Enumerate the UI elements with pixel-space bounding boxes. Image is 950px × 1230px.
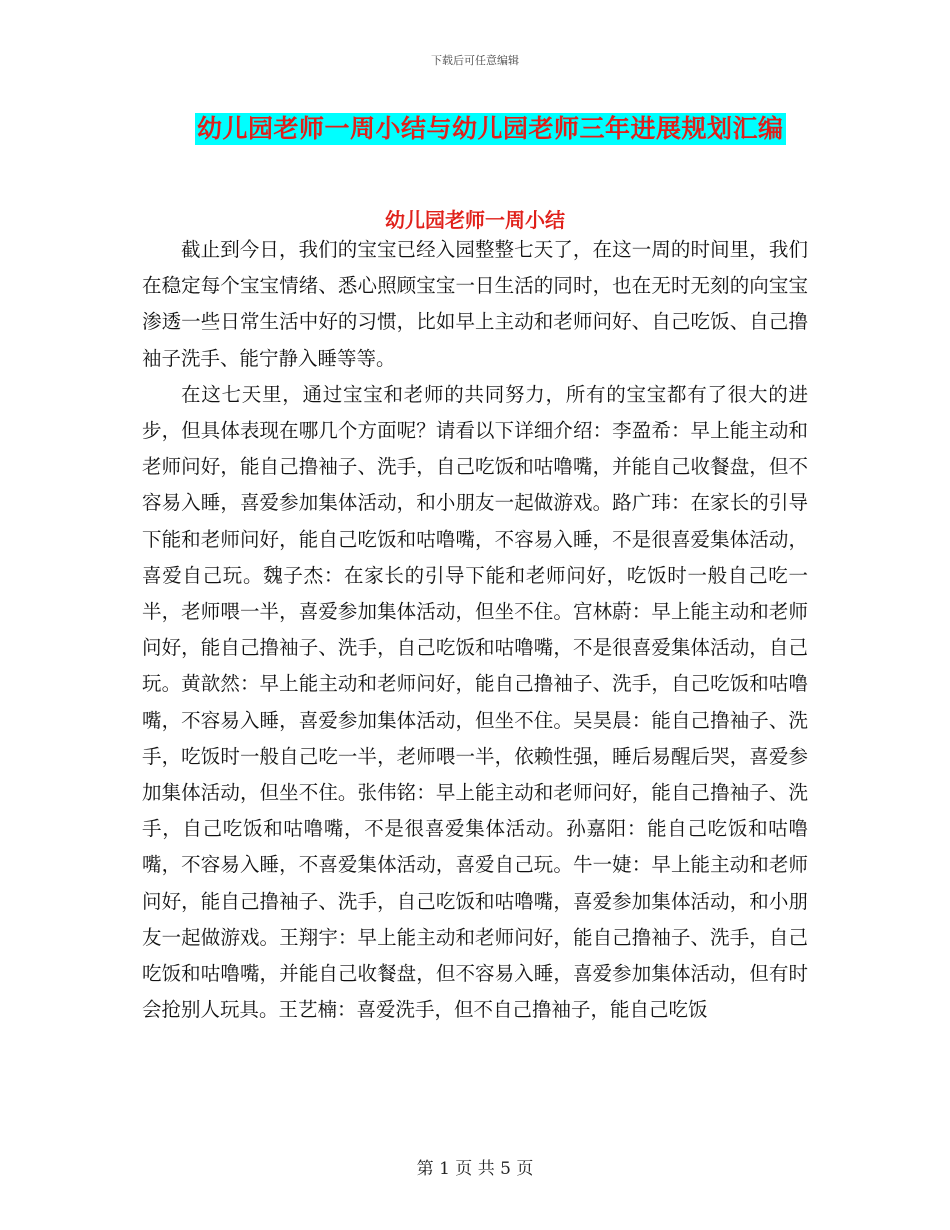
page-header: 下载后可任意编辑 <box>431 54 519 67</box>
paragraph: 在这七天里，通过宝宝和老师的共同努力，所有的宝宝都有了很大的进步，但具体表现在哪几个方面呢？请看以下详细介绍：李盈希：早上能主动和老师问好，能自己撸袖子、洗手，自己吃饭和咕噜嘴，并能自己收餐盘，但不容易入睡，喜爱参加集体活动，和小朋友一起做游戏。路广玮：在家长的引导下能和老师问好，能自己吃饭和咕噜嘴，不容易入睡，不是很喜爱集体活动，喜爱自己玩。魏子杰：在家长的引导下能和老师问好，吃饭时一般自己吃一半，老师喂一半，喜爱参加集体活动，但坐不住。宫林蔚：早上能主动和老师问好，能自己撸袖子、洗手，自己吃饭和咕噜嘴，不是很喜爱集体活动，自己玩。黄歆然：早上能主动和老师问好，能自己撸袖子、洗手，自己吃饭和咕噜嘴，不容易入睡，喜爱参加集体活动，但坐不住。吴昊晨：能自己撸袖子、洗手，吃饭时一般自己吃一半，老师喂一半，依赖性强，睡后易醒后哭，喜爱参加集体活动，但坐不住。张伟铭：早上能主动和老师问好，能自己撸袖子、洗手，自己吃饭和咕噜嘴，不是很喜爱集体活动。孙嘉阳：能自己吃饭和咕噜嘴，不容易入睡，不喜爱集体活动，喜爱自己玩。牛一婕：早上能主动和老师问好，能自己撸袖子、洗手，自己吃饭和咕噜嘴，喜爱参加集体活动，和小朋友一起做游戏。王翔宇：早上能主动和老师问好，能自己撸袖子、洗手，自己吃饭和咕噜嘴，并能自己收餐盘，但不容易入睡，喜爱参加集体活动，但有时会抢别人玩具。王艺楠：喜爱洗手，但不自己撸袖子，能自己吃饭 <box>142 382 808 1022</box>
section-title: 幼儿园老师一周小结 <box>385 208 565 232</box>
page-number: 第 1 页 共 5 页 <box>416 1159 534 1179</box>
document-title: 幼儿园老师一周小结与幼儿园老师三年进展规划汇编 <box>197 114 784 143</box>
paragraph: 截止到今日，我们的宝宝已经入园整整七天了，在这一周的时间里，我们在稳定每个宝宝情绪、悉心照顾宝宝一日生活的同时，也在无时无刻的向宝宝渗透一些日常生活中好的习惯，比如早上主动和老师问好、自己吃饭、自己撸袖子洗手、能宁静入睡等等。 <box>142 238 808 370</box>
document-body <box>142 232 808 1028</box>
